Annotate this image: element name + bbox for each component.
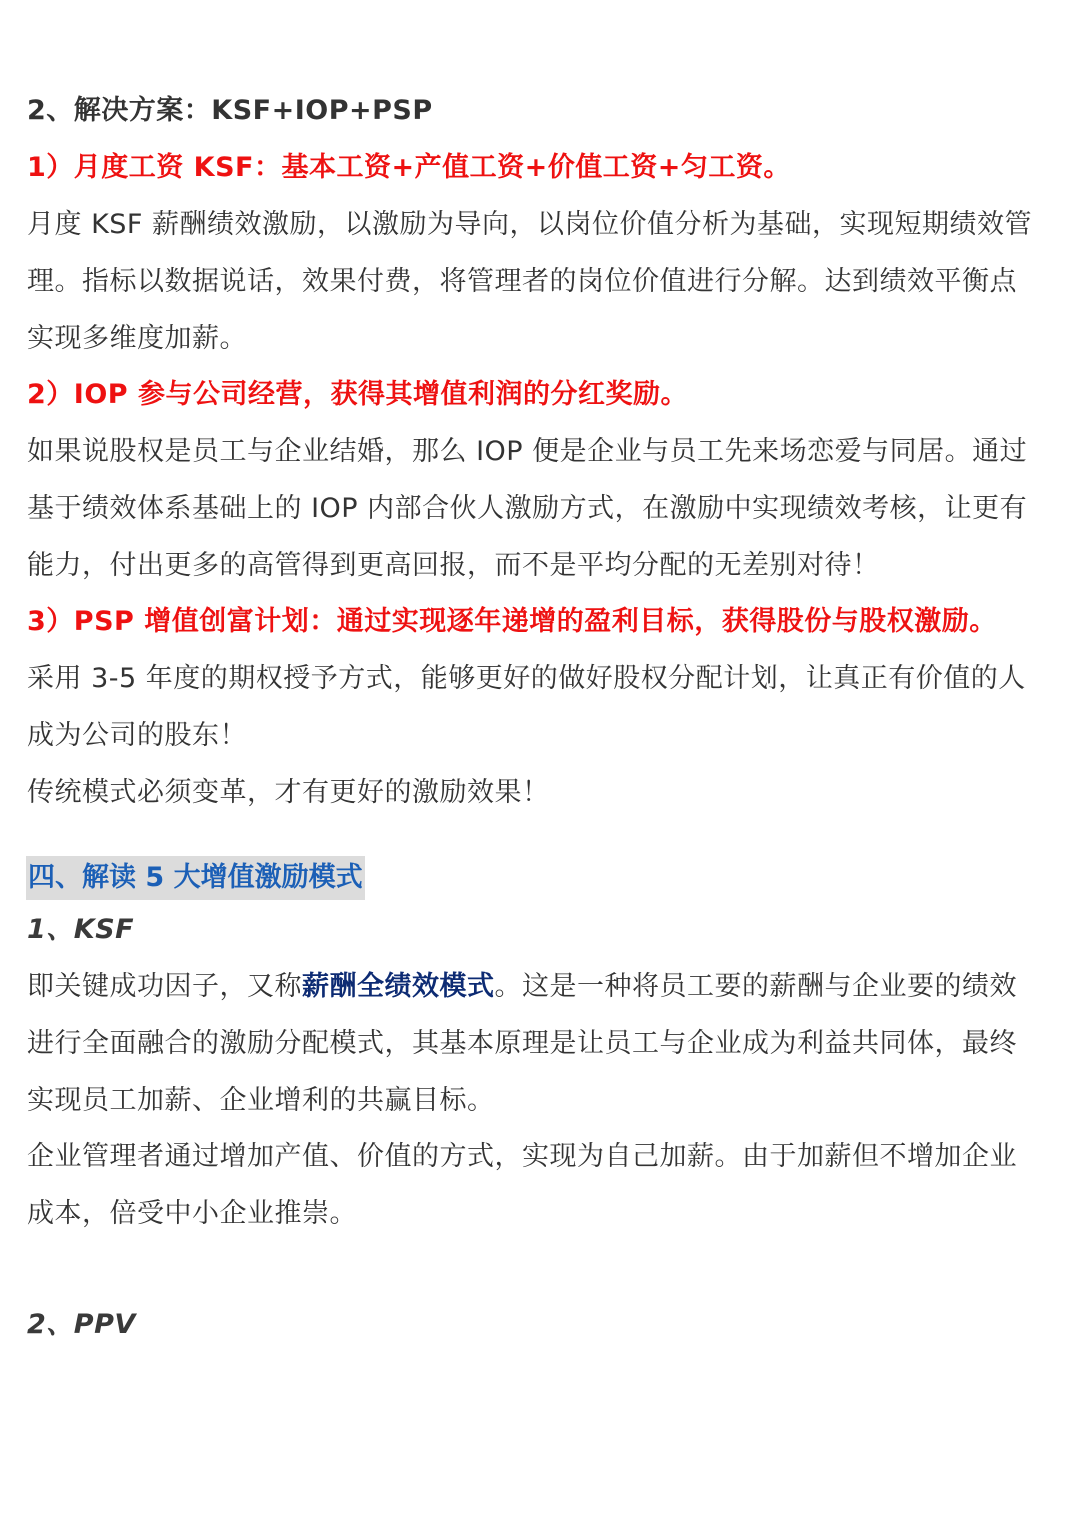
subheading-iop: 2）IOP 参与公司经营，获得其增值利润的分红奖励。 [27,379,688,410]
ksf-definition-pre: 即关键成功因子，又称 [27,971,302,1002]
paragraph-line: 企业管理者通过增加产值、价值的方式，实现为自己加薪。由于加薪但不增加企业 [27,1141,1017,1172]
paragraph-line: 基于绩效体系基础上的 IOP 内部合伙人激励方式，在激励中实现绩效考核，让更有 [27,493,1028,524]
paragraph-line: 采用 3-5 年度的期权授予方式，能够更好的做好股权分配计划，让真正有价值的人 [27,663,1026,694]
ksf-definition-post: 。这是一种将员工要的薪酬与企业要的绩效 [494,971,1017,1002]
ppv-heading: 2、PPV [27,1309,136,1340]
subheading-ksf: 1）月度工资 KSF：基本工资+产值工资+价值工资+匀工资。 [27,152,791,183]
paragraph-line: 成本，倍受中小企业推崇。 [27,1198,357,1229]
paragraph-line: 理。指标以数据说话，效果付费，将管理者的岗位价值进行分解。达到绩效平衡点 [27,266,1017,297]
paragraph-line: 如果说股权是员工与企业结婚，那么 IOP 便是企业与员工先来场恋爱与同居。通过 [27,436,1028,467]
paragraph-line: 传统模式必须变革，才有更好的激励效果！ [27,777,550,808]
paragraph-line: 实现员工加薪、企业增利的共赢目标。 [27,1085,495,1116]
paragraph-line: 进行全面融合的激励分配模式，其基本原理是让员工与企业成为利益共同体，最终 [27,1028,1017,1059]
paragraph-line: 成为公司的股东！ [27,720,247,751]
solution-heading: 2、解决方案：KSF+IOP+PSP [27,95,433,126]
paragraph-line: 实现多维度加薪。 [27,323,247,354]
paragraph-line: 能力，付出更多的高管得到更高回报，而不是平均分配的无差别对待！ [27,550,880,581]
ksf-highlight-term: 薪酬全绩效模式 [302,971,495,1002]
section-title-four: 四、解读 5 大增值激励模式 [26,856,365,900]
subheading-psp: 3）PSP 增值创富计划：通过实现逐年递增的盈利目标，获得股份与股权激励。 [27,606,997,637]
paragraph-line-ksf-definition [27,967,1053,1007]
ksf-heading: 1、KSF [27,914,135,945]
paragraph-line: 月度 KSF 薪酬绩效激励，以激励为导向，以岗位价值分析为基础，实现短期绩效管 [27,209,1033,240]
